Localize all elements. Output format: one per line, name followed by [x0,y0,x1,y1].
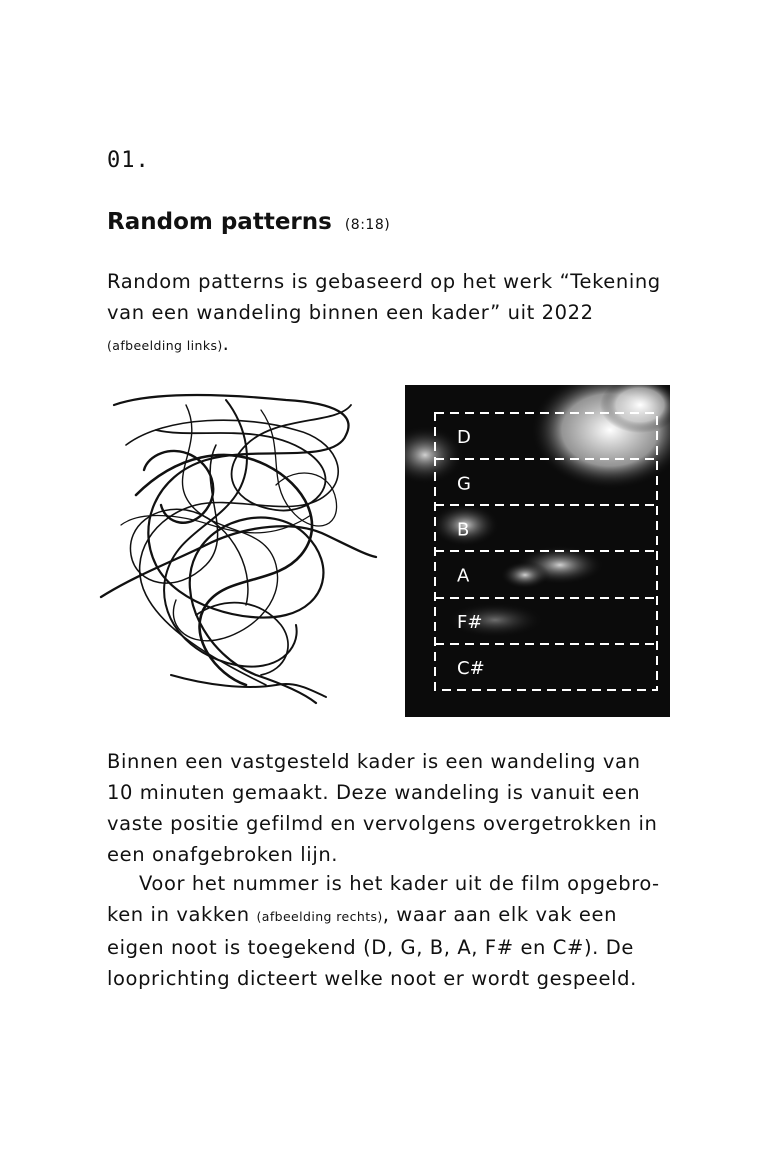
track-title [107,205,390,242]
body-paragraph-1: Binnen een vastgesteld kader is een wandeling van 10 minuten gemaakt. Deze wandeling is vanuit een vaste positie gefilmd en vervolgens overgetrokken in een onafgebroken lijn. [107,750,658,866]
grid-image [405,385,670,717]
note-label-g: G [457,473,471,495]
note-label-a: A [457,565,470,587]
note-label-f-sharp: F# [457,611,483,633]
walk-drawing-image [96,385,378,710]
track-title-text: Random patterns [107,209,332,235]
note-label-c-sharp: C# [457,657,485,679]
grid-svg [405,385,670,717]
intro-text: Random patterns is gebaseerd op het werk “Tekening van een wandeling binnen een kader” uit 2022 [107,270,661,324]
track-duration: (8:18) [344,217,391,233]
body2-caption: (afbeelding rechts) [256,909,383,924]
body-paragraph-2 [107,868,667,994]
intro-paragraph [107,266,667,361]
intro-end: . [222,332,230,355]
intro-caption: (afbeelding links) [107,338,223,353]
body2-text-b: , waar aan elk vak een eigen noot is toegekend (D, G, B, A, F# en C#). De looprichting dicteert welke noot er wordt gespeeld. [107,903,637,990]
note-label-d: D [457,427,471,449]
body2-text-a: Voor het nummer is het kader uit de film opgebroken in vakken [107,872,660,926]
note-label-b: B [457,519,470,541]
track-number: 01. [107,148,150,173]
walk-scribble-svg [96,385,378,710]
